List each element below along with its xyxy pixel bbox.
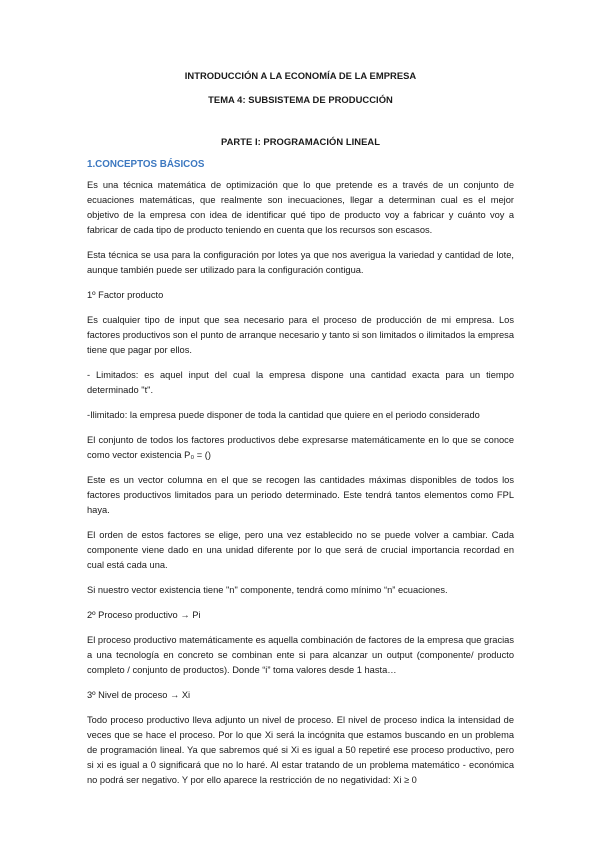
paragraph-usage: Esta técnica se usa para la configuración por lotes ya que nos averigua la variedad y cantidad de lote, aunque también puede ser utilizado para la configuración contigua. [87, 250, 514, 275]
paragraph-proceso-definition: El proceso productivo matemáticamente es aquella combinación de factores de la empresa que gracias a una tecnología en concreto se combinan ente si para alcanzar un output (componente/ producto completo / conjunto de productos). Donde “i” toma valores desde 1 hasta… [87, 635, 514, 675]
paragraph-componentes: Si nuestro vector existencia tiene "n" componente, tendrá como mínimo “n” ecuaciones. [87, 585, 448, 595]
paragraph-vector-columna: Este es un vector columna en el que se recogen las cantidades máximas disponibles de todos los factores productivos limitados para un periodo determinado. Este tendrá tantos elementos como FPL haya. [87, 475, 514, 515]
course-title: INTRODUCCIÓN A LA ECONOMÍA DE LA EMPRESA [184, 70, 417, 81]
section-heading: 1.CONCEPTOS BÁSICOS [87, 159, 205, 170]
topic-title: TEMA 4: SUBSISTEMA DE PRODUCCIÓN [208, 94, 393, 105]
paragraph-ilimitado: -Ilimitado: la empresa puede disponer de toda la cantidad que quiere en el periodo considerado [87, 410, 480, 420]
part-title: PARTE I: PROGRAMACIÓN LINEAL [220, 136, 381, 147]
subheading-factor-producto: 1º Factor producto [87, 290, 164, 300]
paragraph-vector-existencia: El conjunto de todos los factores productivos debe expresarse matemáticamente en lo que se conoce como vector existencia P₀ = () [87, 435, 514, 460]
paragraph-orden-factores: El orden de estos factores se elige, pero una vez establecido no se puede volver a cambiar. Cada componente viene dado en una unidad diferente por lo que será de crucial importancia recordad en cual está cada una. [87, 530, 514, 570]
subheading-proceso-productivo: 2º Proceso productivo → Pi [87, 610, 201, 620]
paragraph-factor-definition: Es cualquier tipo de input que sea necesario para el proceso de producción de mi empresa. Los factores productivos son el punto de arranque necesario y tanto si son limitados o ilimitados la empresa tiene que pagar por ellos. [87, 315, 514, 355]
paragraph-definition: Es una técnica matemática de optimización que lo que pretende es a través de un conjunto de ecuaciones matemáticas, que realmente son inecuaciones, llegar a determinan cual es el mejor objetivo de la empresa con idea de identificar qué tipo de producto voy a fabricar y cuánto voy a fabricar de cada tipo de producto teniendo en cuenta que los recursos son escasos. [87, 180, 514, 235]
subheading-nivel-proceso: 3º Nivel de proceso → Xi [87, 690, 191, 700]
paragraph-nivel-definition: Todo proceso productivo lleva adjunto un nivel de proceso. El nivel de proceso indica la intensidad de veces que se hace el proceso. Por lo que Xi será la incógnita que estamos buscando en un problema de programación lineal. Ya que sabremos qué si Xi es igual a 50 repetiré ese proceso productivo, pero si xi es igual a 0 significará que no lo haré. Al estar tratando de un problema matemático - económica no podrá ser negativo. Y por ello aparece la restricción de no negatividad: Xi ≥ 0 [87, 715, 514, 785]
paragraph-limitados: - Limitados: es aquel input del cual la empresa dispone una cantidad exacta para un tiempo determinado "t". [87, 370, 514, 395]
